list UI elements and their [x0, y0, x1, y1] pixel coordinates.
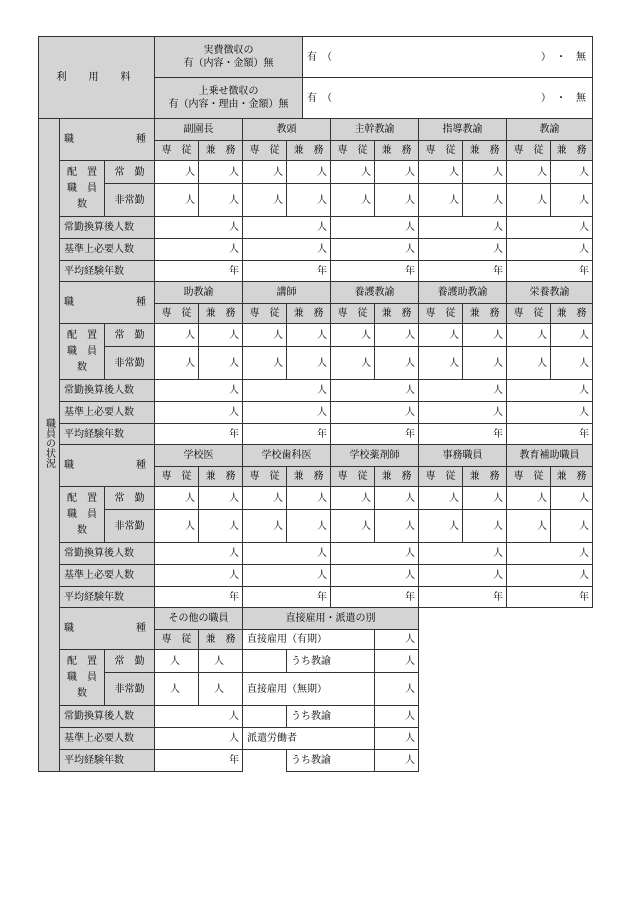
- count-input[interactable]: 人: [331, 487, 375, 510]
- staff-type-1-2: 養護教諭: [331, 282, 419, 304]
- kijun-input[interactable]: 人: [155, 239, 243, 261]
- kenmu-header: 兼 務: [287, 467, 331, 487]
- senju-header: 専 従: [155, 630, 199, 650]
- heikin-label: 平均経験年数: [60, 424, 155, 445]
- kansan-input[interactable]: 人: [331, 543, 419, 565]
- kijun-label: 基準上必要人数: [60, 565, 155, 587]
- kansan-label: 常勤換算後人数: [60, 380, 155, 402]
- count-input[interactable]: 人: [199, 324, 243, 347]
- count-input[interactable]: 人: [419, 510, 463, 543]
- count-input[interactable]: 人: [463, 487, 507, 510]
- heikin-input[interactable]: 年: [331, 587, 419, 608]
- count-input[interactable]: 人: [155, 324, 199, 347]
- kenmu-header: 兼 務: [551, 141, 593, 161]
- count-input[interactable]: 人: [551, 347, 593, 380]
- senju-header: 専 従: [331, 467, 375, 487]
- count-input[interactable]: 人: [287, 347, 331, 380]
- staff-type-1-0: 助教諭: [155, 282, 243, 304]
- count-input[interactable]: 人: [199, 650, 243, 673]
- heikin-label: 平均経験年数: [60, 750, 155, 772]
- heikin-input[interactable]: 年: [243, 424, 331, 445]
- hijokin-label: 非常勤: [105, 673, 155, 706]
- kenmu-header: 兼 務: [199, 467, 243, 487]
- staff-type-0-1: 教頭: [243, 119, 331, 141]
- kijun-input[interactable]: 人: [243, 239, 331, 261]
- count-input[interactable]: 人: [507, 510, 551, 543]
- kansan-input[interactable]: 人: [155, 543, 243, 565]
- count-input[interactable]: 人: [375, 324, 419, 347]
- kenmu-header: 兼 務: [199, 141, 243, 161]
- count-input[interactable]: 人: [243, 487, 287, 510]
- count-input[interactable]: 人: [243, 324, 287, 347]
- count-input[interactable]: 人: [287, 510, 331, 543]
- count-input[interactable]: 人: [243, 347, 287, 380]
- staff-type-0-0: 副園長: [155, 119, 243, 141]
- shokushu-label: 職 種: [60, 445, 155, 487]
- count-input[interactable]: 人: [199, 487, 243, 510]
- senju-header: 専 従: [419, 467, 463, 487]
- blank-area: [419, 608, 593, 772]
- count-input[interactable]: 人: [287, 161, 331, 184]
- heikin-label: 平均経験年数: [60, 587, 155, 608]
- heikin-label: 平均経験年数: [60, 261, 155, 282]
- count-input[interactable]: 人: [287, 184, 331, 217]
- kijun-input[interactable]: 人: [507, 239, 593, 261]
- extra-fee-label: 上乗せ徴収の 有（内容・理由・金額）無: [155, 78, 303, 119]
- count-input[interactable]: 人: [331, 324, 375, 347]
- senju-header: 専 従: [155, 304, 199, 324]
- count-input[interactable]: 人: [463, 161, 507, 184]
- kenmu-header: 兼 務: [463, 467, 507, 487]
- hijokin-label: 非常勤: [105, 184, 155, 217]
- kansan-label: 常勤換算後人数: [60, 706, 155, 728]
- count-input[interactable]: 人: [199, 161, 243, 184]
- indent-cell: [243, 706, 287, 728]
- senju-header: 専 従: [243, 304, 287, 324]
- haichi-label: 配 置 職 員 数: [60, 324, 105, 380]
- koyo-muki-input[interactable]: 人: [375, 673, 419, 706]
- heikin-input[interactable]: 年: [507, 587, 593, 608]
- count-input[interactable]: 人: [199, 184, 243, 217]
- kijun-input[interactable]: 人: [419, 565, 507, 587]
- count-input[interactable]: 人: [419, 161, 463, 184]
- heikin-input[interactable]: 年: [243, 261, 331, 282]
- count-input[interactable]: 人: [507, 347, 551, 380]
- count-input[interactable]: 人: [419, 324, 463, 347]
- staff-type-2-0: 学校医: [155, 445, 243, 467]
- count-input[interactable]: 人: [331, 184, 375, 217]
- kansan-input[interactable]: 人: [419, 543, 507, 565]
- heikin-input[interactable]: 年: [331, 424, 419, 445]
- senju-header: 専 従: [419, 141, 463, 161]
- other-staff-header: その他の職員: [155, 608, 243, 630]
- senju-header: 専 従: [419, 304, 463, 324]
- count-input[interactable]: 人: [551, 324, 593, 347]
- staff-status-side-label: 職員の状況: [39, 119, 60, 772]
- count-input[interactable]: 人: [375, 161, 419, 184]
- staff-type-1-4: 栄養教諭: [507, 282, 593, 304]
- count-input[interactable]: 人: [551, 510, 593, 543]
- count-input[interactable]: 人: [199, 510, 243, 543]
- shokushu-label: 職 種: [60, 282, 155, 324]
- count-input[interactable]: 人: [199, 347, 243, 380]
- kijun-input[interactable]: 人: [155, 565, 243, 587]
- uchi-kyoyu-label: うち教諭: [287, 650, 375, 673]
- kansan-input[interactable]: 人: [243, 543, 331, 565]
- count-input[interactable]: 人: [507, 161, 551, 184]
- senju-header: 専 従: [243, 467, 287, 487]
- kansan-input[interactable]: 人: [507, 380, 593, 402]
- count-input[interactable]: 人: [507, 487, 551, 510]
- count-input[interactable]: 人: [155, 487, 199, 510]
- kenmu-header: 兼 務: [463, 304, 507, 324]
- senju-header: 専 従: [507, 467, 551, 487]
- heikin-input[interactable]: 年: [155, 587, 243, 608]
- senju-header: 専 従: [331, 304, 375, 324]
- staff-type-2-2: 学校薬剤師: [331, 445, 419, 467]
- kijun-input[interactable]: 人: [155, 402, 243, 424]
- haken-label: 派遣労働者: [243, 728, 375, 750]
- count-input[interactable]: 人: [155, 184, 199, 217]
- count-input[interactable]: 人: [375, 487, 419, 510]
- count-input[interactable]: 人: [155, 510, 199, 543]
- kansan-input[interactable]: 人: [419, 380, 507, 402]
- staff-type-1-1: 講師: [243, 282, 331, 304]
- kenmu-header: 兼 務: [199, 630, 243, 650]
- count-input[interactable]: 人: [331, 347, 375, 380]
- fee-table: [38, 36, 593, 119]
- kijun-input[interactable]: 人: [419, 239, 507, 261]
- senju-header: 専 従: [507, 141, 551, 161]
- count-input[interactable]: 人: [243, 161, 287, 184]
- kenmu-header: 兼 務: [199, 304, 243, 324]
- kijun-input[interactable]: 人: [243, 402, 331, 424]
- count-input[interactable]: 人: [463, 184, 507, 217]
- kijun-label: 基準上必要人数: [60, 239, 155, 261]
- shokushu-label: 職 種: [60, 608, 155, 650]
- kenmu-header: 兼 務: [375, 141, 419, 161]
- staff-type-1-3: 養護助教諭: [419, 282, 507, 304]
- count-input[interactable]: 人: [331, 510, 375, 543]
- heikin-input[interactable]: 年: [507, 261, 593, 282]
- kijun-input[interactable]: 人: [331, 239, 419, 261]
- jokin-label: 常 勤: [105, 487, 155, 510]
- actual-fee-value[interactable]: 有 （ ） ・ 無: [303, 37, 593, 78]
- shokushu-label: 職 種: [60, 119, 155, 161]
- kijun-input[interactable]: 人: [331, 565, 419, 587]
- count-input[interactable]: 人: [551, 161, 593, 184]
- koyo-yuki-label: 直接雇用（有期）: [243, 630, 375, 650]
- kenmu-header: 兼 務: [375, 467, 419, 487]
- kijun-input[interactable]: 人: [507, 565, 593, 587]
- count-input[interactable]: 人: [155, 347, 199, 380]
- count-input[interactable]: 人: [155, 161, 199, 184]
- kenmu-header: 兼 務: [375, 304, 419, 324]
- kansan-input[interactable]: 人: [155, 380, 243, 402]
- kansan-input[interactable]: 人: [243, 217, 331, 239]
- haken-input[interactable]: 人: [375, 728, 419, 750]
- haichi-label: 配 置 職 員 数: [60, 161, 105, 217]
- kansan-input[interactable]: 人: [507, 543, 593, 565]
- count-input[interactable]: 人: [419, 184, 463, 217]
- actual-fee-label: 実費徴収の 有（内容・金額）無: [155, 37, 303, 78]
- count-input[interactable]: 人: [155, 673, 199, 706]
- senju-header: 専 従: [155, 467, 199, 487]
- count-input[interactable]: 人: [551, 487, 593, 510]
- heikin-input[interactable]: 年: [331, 261, 419, 282]
- koyo-yuki-input[interactable]: 人: [375, 630, 419, 650]
- kenmu-header: 兼 務: [463, 141, 507, 161]
- kansan-input[interactable]: 人: [155, 217, 243, 239]
- hijokin-label: 非常勤: [105, 347, 155, 380]
- fee-label: 利 用 料: [39, 37, 155, 119]
- staff-type-2-1: 学校歯科医: [243, 445, 331, 467]
- count-input[interactable]: 人: [463, 347, 507, 380]
- kenmu-header: 兼 務: [551, 467, 593, 487]
- kansan-label: 常勤換算後人数: [60, 217, 155, 239]
- senju-header: 専 従: [331, 141, 375, 161]
- uchi-input[interactable]: 人: [375, 750, 419, 772]
- kenmu-header: 兼 務: [287, 304, 331, 324]
- count-input[interactable]: 人: [287, 487, 331, 510]
- count-input[interactable]: 人: [507, 184, 551, 217]
- count-input[interactable]: 人: [419, 347, 463, 380]
- indent-cell: [243, 750, 287, 772]
- kansan-label: 常勤換算後人数: [60, 543, 155, 565]
- uchi-input[interactable]: 人: [375, 650, 419, 673]
- kansan-input[interactable]: 人: [331, 217, 419, 239]
- kansan-input[interactable]: 人: [419, 217, 507, 239]
- heikin-input[interactable]: 年: [155, 750, 243, 772]
- kansan-input[interactable]: 人: [507, 217, 593, 239]
- hijokin-label: 非常勤: [105, 510, 155, 543]
- kansan-input[interactable]: 人: [331, 380, 419, 402]
- staff-table: [38, 118, 593, 772]
- kijun-input[interactable]: 人: [419, 402, 507, 424]
- heikin-input[interactable]: 年: [507, 424, 593, 445]
- kijun-input[interactable]: 人: [155, 728, 243, 750]
- heikin-input[interactable]: 年: [155, 424, 243, 445]
- jokin-label: 常 勤: [105, 161, 155, 184]
- haichi-label: 配 置 職 員 数: [60, 487, 105, 543]
- extra-fee-value[interactable]: 有 （ ） ・ 無: [303, 78, 593, 119]
- staff-type-2-3: 事務職員: [419, 445, 507, 467]
- senju-header: 専 従: [507, 304, 551, 324]
- count-input[interactable]: 人: [419, 487, 463, 510]
- senju-header: 専 従: [243, 141, 287, 161]
- staff-type-0-2: 主幹教諭: [331, 119, 419, 141]
- uchi-input[interactable]: 人: [375, 706, 419, 728]
- count-input[interactable]: 人: [551, 184, 593, 217]
- kansan-input[interactable]: 人: [155, 706, 243, 728]
- count-input[interactable]: 人: [331, 161, 375, 184]
- uchi-kyoyu-label: うち教諭: [287, 750, 375, 772]
- kijun-input[interactable]: 人: [507, 402, 593, 424]
- count-input[interactable]: 人: [463, 324, 507, 347]
- indent-cell: [243, 650, 287, 673]
- kenmu-header: 兼 務: [551, 304, 593, 324]
- kijun-input[interactable]: 人: [331, 402, 419, 424]
- count-input[interactable]: 人: [507, 324, 551, 347]
- uchi-kyoyu-label: うち教諭: [287, 706, 375, 728]
- jokin-label: 常 勤: [105, 650, 155, 673]
- kenmu-header: 兼 務: [287, 141, 331, 161]
- koyo-header: 直接雇用・派遣の別: [243, 608, 419, 630]
- count-input[interactable]: 人: [243, 184, 287, 217]
- senju-header: 専 従: [155, 141, 199, 161]
- count-input[interactable]: 人: [243, 510, 287, 543]
- staff-type-0-4: 教諭: [507, 119, 593, 141]
- staff-type-2-4: 教育補助職員: [507, 445, 593, 467]
- count-input[interactable]: 人: [375, 184, 419, 217]
- heikin-input[interactable]: 年: [419, 587, 507, 608]
- count-input[interactable]: 人: [199, 673, 243, 706]
- heikin-input[interactable]: 年: [419, 261, 507, 282]
- jokin-label: 常 勤: [105, 324, 155, 347]
- koyo-muki-label: 直接雇用（無期）: [243, 673, 375, 706]
- kijun-label: 基準上必要人数: [60, 402, 155, 424]
- haichi-label: 配 置 職 員 数: [60, 650, 105, 706]
- staff-type-0-3: 指導教諭: [419, 119, 507, 141]
- count-input[interactable]: 人: [463, 510, 507, 543]
- kijun-label: 基準上必要人数: [60, 728, 155, 750]
- count-input[interactable]: 人: [155, 650, 199, 673]
- kansan-input[interactable]: 人: [243, 380, 331, 402]
- count-input[interactable]: 人: [375, 347, 419, 380]
- count-input[interactable]: 人: [287, 324, 331, 347]
- kijun-input[interactable]: 人: [243, 565, 331, 587]
- count-input[interactable]: 人: [375, 510, 419, 543]
- heikin-input[interactable]: 年: [419, 424, 507, 445]
- heikin-input[interactable]: 年: [155, 261, 243, 282]
- heikin-input[interactable]: 年: [243, 587, 331, 608]
